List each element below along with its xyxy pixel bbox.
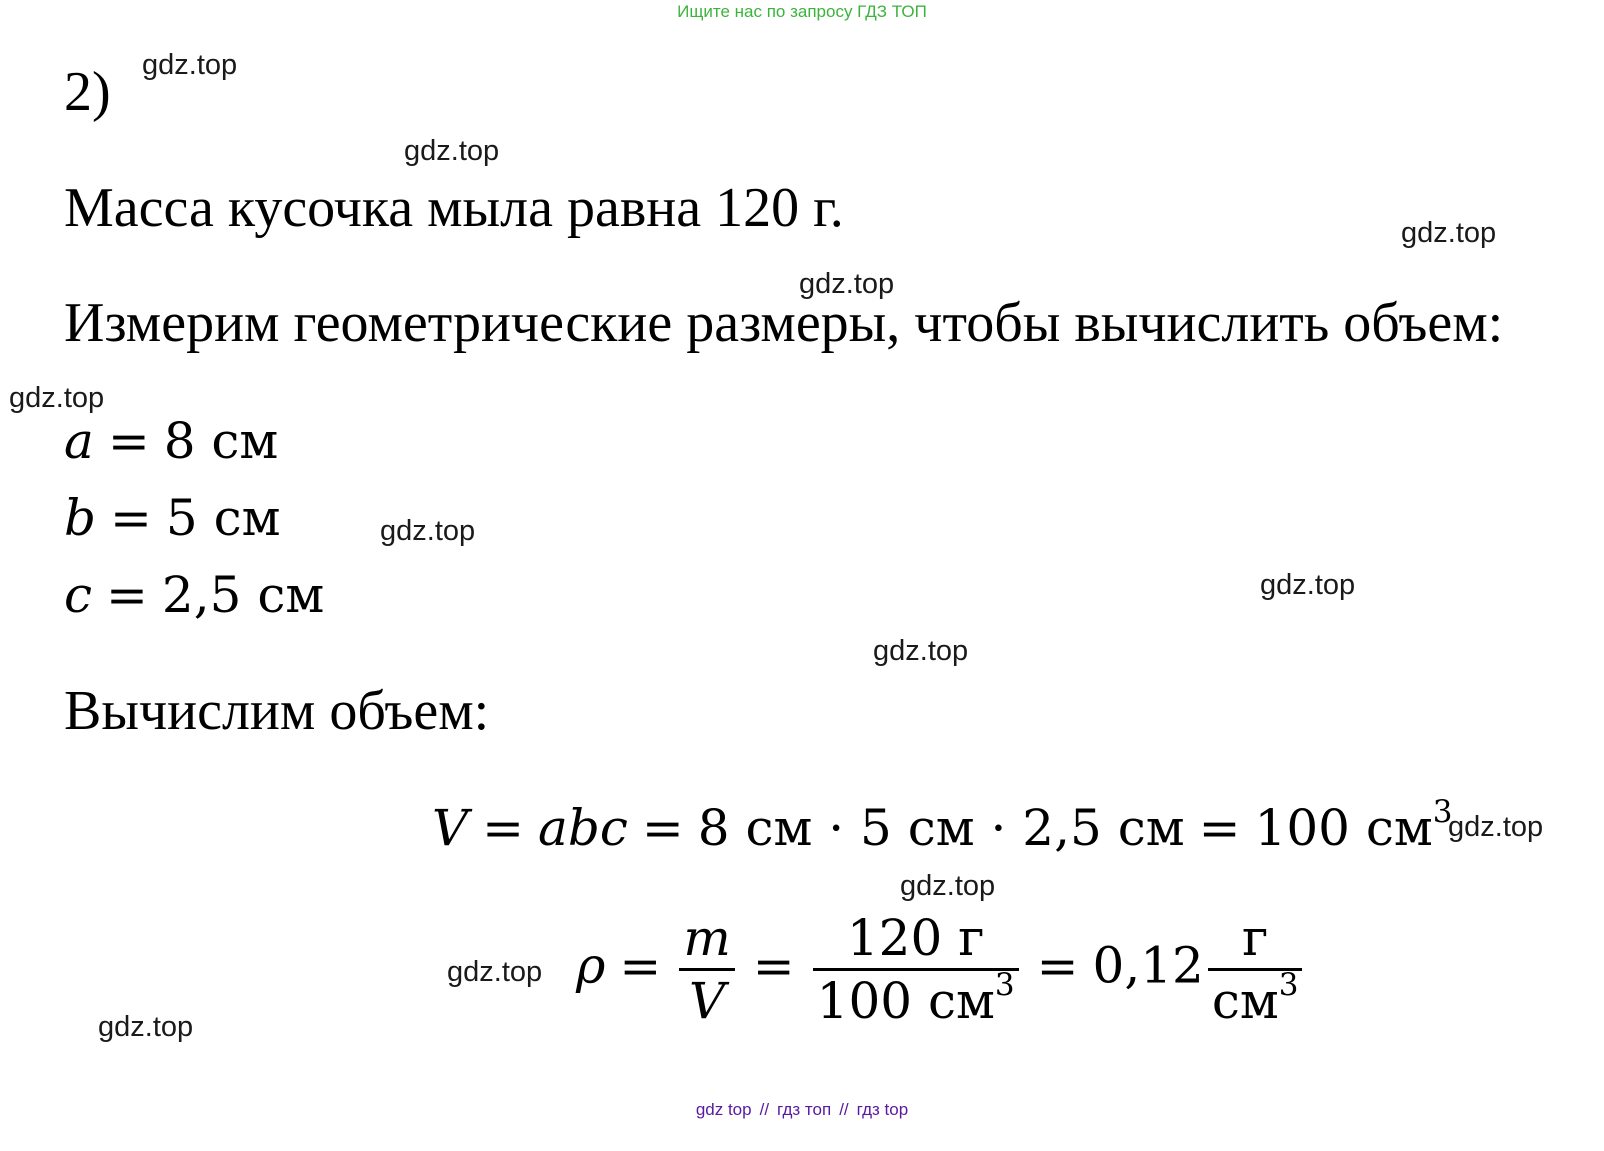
equals-sign: = <box>619 936 662 995</box>
item-number: 2) <box>64 61 111 123</box>
footer-link[interactable]: гдз топ <box>777 1100 832 1119</box>
unit-denominator <box>1208 966 1303 1031</box>
volume-result: 100 см <box>1254 799 1433 857</box>
footer-link[interactable]: гдз top <box>856 1100 909 1119</box>
footer-links <box>0 1099 1604 1121</box>
measure-statement: Измерим геометрические размеры, чтобы вычислить объем: <box>64 292 1504 354</box>
watermark: gdz.top <box>799 268 895 300</box>
watermark: gdz.top <box>98 1011 194 1043</box>
unit-denominator-value: см <box>1211 972 1279 1030</box>
density-symbol: ρ <box>576 936 606 995</box>
volume-symbol: V <box>432 799 469 857</box>
watermark: gdz.top <box>9 382 105 414</box>
value-a: 8 см <box>163 412 279 470</box>
dimension-c <box>64 565 324 625</box>
footer-link[interactable]: gdz top <box>695 1100 752 1119</box>
denominator-value: 100 см <box>816 972 995 1030</box>
equals-sign: = <box>1198 799 1241 857</box>
fraction-m-over-v <box>679 908 734 1031</box>
var-b: b <box>64 489 97 547</box>
footer-separator: // <box>759 1100 770 1119</box>
footer-separator: // <box>839 1100 849 1119</box>
equals-sign: = <box>1036 936 1079 995</box>
equals-sign: = <box>110 489 152 547</box>
fraction-numerator: m <box>679 908 734 971</box>
watermark: gdz.top <box>1448 811 1544 843</box>
equals-sign: = <box>482 799 525 857</box>
watermark: gdz.top <box>404 135 500 167</box>
value-c: 2,5 см <box>161 566 325 624</box>
equals-sign: = <box>107 412 150 470</box>
density-value: 0,12 <box>1092 936 1204 995</box>
equals-sign: = <box>106 566 148 624</box>
equals-sign: = <box>641 799 684 857</box>
fraction-numerator: 120 г <box>813 908 1019 971</box>
volume-formula <box>432 793 1453 858</box>
equals-sign: = <box>752 936 795 995</box>
denominator-exponent: 3 <box>994 966 1015 1003</box>
volume-exponent: 3 <box>1432 793 1453 830</box>
unit-numerator: г <box>1208 908 1303 971</box>
fraction-denominator: V <box>688 972 726 1030</box>
density-formula <box>576 908 1306 1031</box>
compute-volume-statement: Вычислим объем: <box>64 680 490 742</box>
volume-expression: abc <box>538 799 628 857</box>
watermark: gdz.top <box>447 956 543 988</box>
unit-denominator-exponent: 3 <box>1278 966 1299 1003</box>
watermark: gdz.top <box>380 515 476 547</box>
fraction-denominator <box>813 966 1019 1031</box>
value-b: 5 см <box>165 489 281 547</box>
mass-statement: Масса кусочка мыла равна 120 г. <box>64 177 844 239</box>
volume-product: 8 см · 5 см · 2,5 см <box>697 799 1185 857</box>
watermark: gdz.top <box>873 635 969 667</box>
var-c: c <box>64 566 93 624</box>
search-banner[interactable]: Ищите нас по запросу ГДЗ ТОП <box>677 2 927 21</box>
watermark: gdz.top <box>1401 217 1497 249</box>
watermark: gdz.top <box>142 49 238 81</box>
dimension-b <box>64 488 281 548</box>
fraction-mass-over-volume <box>813 908 1019 1031</box>
watermark: gdz.top <box>1260 569 1356 601</box>
dimension-a <box>64 411 278 471</box>
watermark: gdz.top <box>900 870 996 902</box>
var-a: a <box>64 412 94 470</box>
fraction-unit <box>1208 908 1303 1031</box>
